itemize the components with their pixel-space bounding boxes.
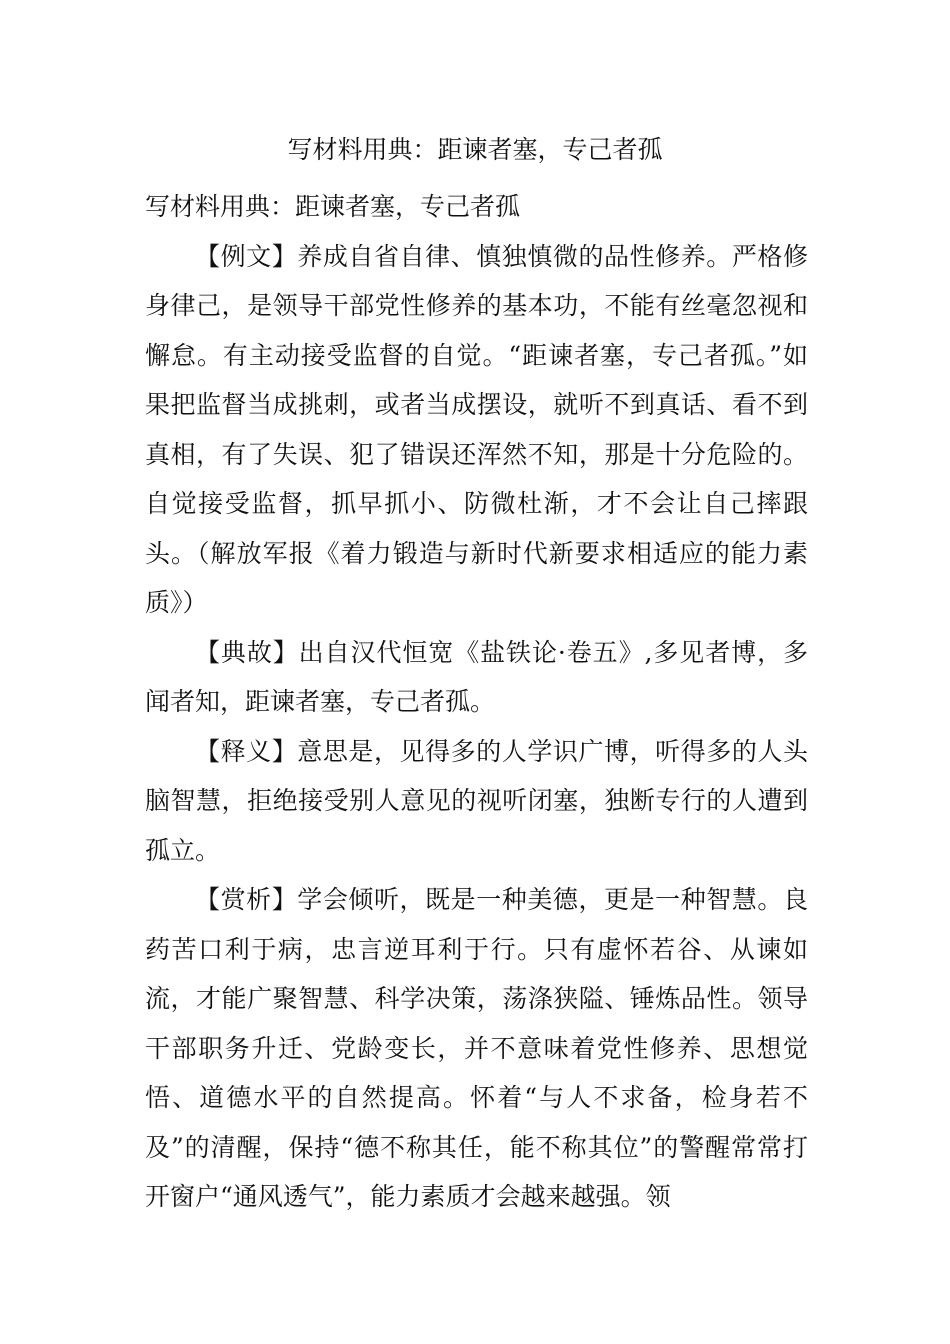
paragraph-interpretation: 【释义】意思是，见得多的人学识广博，听得多的人头脑智慧，拒绝接受别人意见的视听闭塞，独断专行的人遭到孤立。 — [145, 736, 808, 865]
paragraph-appreciation: 【赏析】学会倾听，既是一种美德，更是一种智慧。良药苦口利于病，忠言逆耳利于行。只有虚怀若谷、从谏如流，才能广聚智慧、科学决策，荡涤狭隘、锤炼品性。领导干部职务升迁、党龄变长，并不意味着党性修养、思想觉悟、道德水平的自然提高。怀着“与人不求备，检身若不及”的清醒，保持“德不称其任，能不称其位”的警醒常常打开窗户“通风透气”，能力素质才会越来越强。领 — [145, 885, 808, 1211]
document-subtitle: 写材料用典：距谏者塞，专己者孤 — [145, 192, 521, 221]
document-title: 写材料用典：距谏者塞，专己者孤 — [287, 135, 663, 164]
paragraph-allusion: 【典故】出自汉代恒宽《盐铁论·卷五》,多见者博，多闻者知，距谏者塞，专己者孤。 — [145, 637, 808, 716]
document-body — [145, 182, 808, 1222]
paragraph-example: 【例文】养成自省自律、慎独慎微的品性修养。严格修身律己，是领导干部党性修养的基本功，不能有丝毫忽视和懈怠。有主动接受监督的自觉。“距谏者塞，专己者孤。”如果把监督当成挑刺，或者当成摆设，就听不到真话、看不到真相，有了失误、犯了错误还浑然不知，那是十分危险的。自觉接受监督，抓早抓小、防微杜渐，才不会让自己摔跟头。（解放军报《着力锻造与新时代新要求相适应的能力素质》） — [145, 241, 808, 617]
